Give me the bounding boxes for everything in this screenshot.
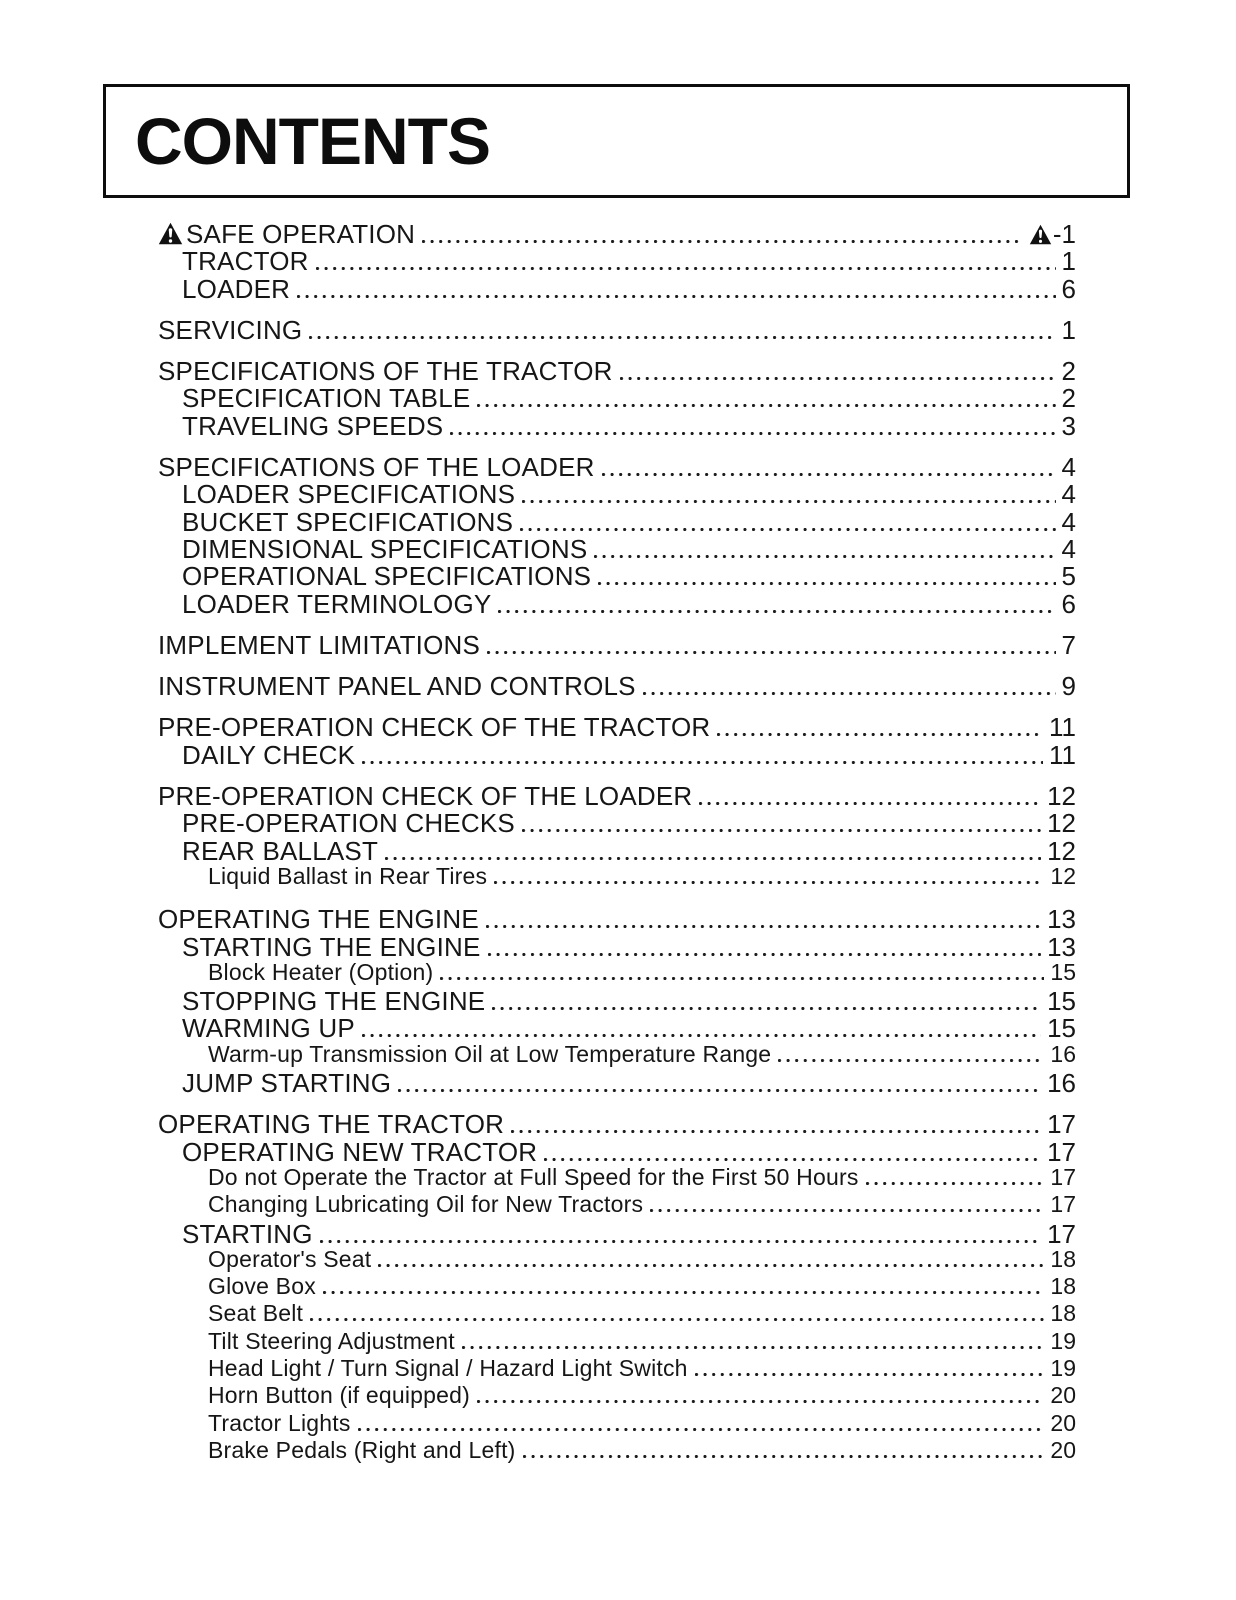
toc-entry-label: PRE-OPERATION CHECK OF THE TRACTOR — [158, 712, 711, 743]
dot-leader — [717, 733, 1043, 736]
toc-entry-label: BUCKET SPECIFICATIONS — [182, 506, 514, 537]
toc-entry — [158, 561, 1076, 592]
toc-entry-page-number: 20 — [1050, 1382, 1076, 1409]
toc-entry-label: WARMING UP — [182, 1013, 355, 1044]
toc-entry-label: REAR BALLAST — [182, 835, 379, 866]
toc-entry-page-number: 2 — [1061, 383, 1076, 414]
toc-entry-page-number: 6 — [1061, 273, 1076, 304]
toc-entry-page-number: 3 — [1061, 410, 1076, 441]
toc-entry-label: Brake Pedals (Right and Left) — [208, 1436, 516, 1463]
dot-leader — [297, 295, 1055, 298]
toc-entry — [158, 629, 1076, 660]
toc-entry — [158, 479, 1076, 510]
dot-leader — [522, 829, 1041, 832]
dot-leader — [477, 404, 1055, 407]
dot-leader — [778, 1059, 1044, 1062]
toc-entry-page-number: 4 — [1061, 452, 1076, 483]
toc-entry-page-number: 2 — [1061, 356, 1076, 387]
toc-entry-label: Seat Belt — [208, 1300, 304, 1327]
toc-entry-page — [1050, 1382, 1076, 1409]
toc-entry-page-number: 4 — [1061, 506, 1076, 537]
toc-entry-page-number: 19 — [1050, 1327, 1076, 1354]
toc-entry-label: TRAVELING SPEEDS — [182, 410, 444, 441]
toc-entry-page-number: 4 — [1061, 533, 1076, 564]
dot-leader — [440, 977, 1044, 980]
dot-leader — [378, 1264, 1044, 1267]
dot-leader — [699, 802, 1041, 805]
page-title: CONTENTS — [135, 104, 490, 178]
toc-entry — [158, 1136, 1076, 1167]
toc-entry — [158, 1273, 1076, 1300]
toc-entry — [158, 1041, 1076, 1068]
toc-entry-page — [1050, 959, 1076, 986]
toc-entry-page-number: 18 — [1050, 1245, 1076, 1272]
page-safety-alert-icon — [1029, 219, 1052, 250]
toc-entry — [158, 904, 1076, 935]
toc-entry — [158, 712, 1076, 743]
toc-entry-page — [1050, 863, 1076, 890]
toc-entry-page-number: 16 — [1047, 1068, 1076, 1099]
toc-entry-page — [1049, 740, 1076, 771]
toc-entry-label: Tractor Lights — [208, 1409, 351, 1436]
toc-entry-page-number: 13 — [1047, 904, 1076, 935]
toc-entry-page-number: 12 — [1047, 835, 1076, 866]
toc-entry-page-number: 1 — [1061, 246, 1076, 277]
toc-entry-page-number: 15 — [1050, 958, 1076, 985]
toc-entry-page-number: 6 — [1061, 588, 1076, 619]
toc-entry-label: INSTRUMENT PANEL AND CONTROLS — [158, 671, 636, 702]
toc-entry-label: Head Light / Turn Signal / Hazard Light Switch — [208, 1354, 688, 1381]
dot-leader — [422, 240, 1023, 243]
toc-entry — [158, 1191, 1076, 1218]
toc-entry-label: PRE-OPERATION CHECK OF THE LOADER — [158, 781, 693, 812]
toc-entry-label: SERVICING — [158, 314, 303, 345]
toc-entry-page-number: 17 — [1047, 1109, 1076, 1140]
toc-entry — [158, 1218, 1076, 1249]
dot-leader — [498, 610, 1055, 613]
toc-entry-page-number: 17 — [1050, 1163, 1076, 1190]
toc-entry-label: OPERATING NEW TRACTOR — [182, 1136, 538, 1167]
toc-entry-label: Glove Box — [208, 1273, 316, 1300]
toc-entry-page — [1050, 1300, 1076, 1327]
toc-entry-label: Changing Lubricating Oil for New Tractors — [208, 1191, 644, 1218]
toc-entry-label: SPECIFICATION TABLE — [182, 383, 471, 414]
dot-leader — [362, 1034, 1041, 1037]
toc-entry-label: SPECIFICATIONS OF THE TRACTOR — [158, 356, 613, 387]
toc-entry-page-number: 7 — [1061, 629, 1076, 660]
dot-leader — [385, 857, 1041, 860]
toc-entry-label: Tilt Steering Adjustment — [208, 1327, 455, 1354]
dot-leader — [520, 528, 1055, 531]
toc-entry-page — [1050, 1273, 1076, 1300]
toc-entry-label: STARTING THE ENGINE — [182, 931, 481, 962]
toc-entry — [158, 835, 1076, 866]
dot-leader — [488, 953, 1042, 956]
dot-leader — [544, 1158, 1041, 1161]
toc-entry — [158, 410, 1076, 441]
toc-entry — [158, 356, 1076, 387]
toc-entry — [158, 383, 1076, 414]
dot-leader — [462, 1346, 1045, 1349]
dot-leader — [323, 1291, 1045, 1294]
dot-leader — [486, 925, 1041, 928]
dot-leader — [492, 1007, 1041, 1010]
toc-entry-page-number: 19 — [1050, 1354, 1076, 1381]
dot-leader — [316, 267, 1056, 270]
contents-title-box — [103, 84, 1130, 198]
toc-entry-page-number: 11 — [1049, 712, 1076, 743]
toc-entry-page — [1062, 589, 1076, 620]
toc-entry-label: LOADER TERMINOLOGY — [182, 588, 492, 619]
toc-entry-page-number: 9 — [1061, 671, 1076, 702]
toc-entry-label: Operator's Seat — [208, 1245, 372, 1272]
toc-entry-page-number: 18 — [1050, 1273, 1076, 1300]
toc-entry-page-number: 15 — [1047, 1013, 1076, 1044]
toc-entry-page-number: 4 — [1061, 479, 1076, 510]
toc-entry-page-number: 17 — [1050, 1191, 1076, 1218]
toc-entry-label: Warm-up Transmission Oil at Low Temperature Range — [208, 1040, 772, 1067]
toc-entry-page-number: 16 — [1050, 1040, 1076, 1067]
toc-entry-label: Do not Operate the Tractor at Full Speed for the First 50 Hours — [208, 1163, 859, 1190]
toc-entry — [158, 1068, 1076, 1099]
toc-entry-page — [1050, 1355, 1076, 1382]
toc-entry-page-number: 12 — [1047, 808, 1076, 839]
toc-entry-label: PRE-OPERATION CHECKS — [182, 808, 515, 839]
toc-entry — [158, 1109, 1076, 1140]
toc-entry-page-number: 17 — [1047, 1136, 1076, 1167]
toc-entry-label: Liquid Ballast in Rear Tires — [208, 862, 488, 889]
toc-entry-label: SPECIFICATIONS OF THE LOADER — [158, 452, 595, 483]
toc-entry — [158, 219, 1076, 249]
toc-entry — [158, 931, 1076, 962]
toc-entry — [158, 808, 1076, 839]
toc-entry-label: JUMP STARTING — [182, 1068, 392, 1099]
toc-entry — [158, 273, 1076, 304]
toc-entry-page — [1062, 630, 1076, 661]
toc-entry-page-number: 11 — [1049, 739, 1076, 770]
toc-entry-label: LOADER — [182, 273, 291, 304]
dot-leader — [523, 1455, 1045, 1458]
dot-leader — [511, 1130, 1041, 1133]
toc-entry — [158, 863, 1076, 890]
toc-entry-label: STARTING — [182, 1218, 313, 1249]
dot-leader — [398, 1089, 1041, 1092]
dot-leader — [650, 1209, 1044, 1212]
toc-entry-page — [1047, 1068, 1076, 1099]
toc-entry — [158, 781, 1076, 812]
toc-entry-page — [1050, 1191, 1076, 1218]
toc-entry-label: OPERATING THE ENGINE — [158, 904, 479, 935]
toc-entry — [158, 1013, 1076, 1044]
dot-leader — [487, 651, 1056, 654]
dot-leader — [309, 336, 1055, 339]
toc-entry-label: TRACTOR — [182, 246, 309, 277]
toc-entry — [158, 1328, 1076, 1355]
toc-entry-page — [1050, 1328, 1076, 1355]
toc-entry-page-number: 1 — [1061, 314, 1076, 345]
toc-entry-label: LOADER SPECIFICATIONS — [182, 479, 516, 510]
toc-entry — [158, 1410, 1076, 1437]
toc-entry-page-number: 18 — [1050, 1300, 1076, 1327]
toc-entry-page-number: 20 — [1050, 1436, 1076, 1463]
toc-entry-label: DIMENSIONAL SPECIFICATIONS — [182, 533, 588, 564]
toc-entry-page — [1062, 411, 1076, 442]
toc-entry-page — [1050, 1164, 1076, 1191]
toc-entry-label: Horn Button (if equipped) — [208, 1382, 470, 1409]
toc-entry-label: DAILY CHECK — [182, 739, 356, 770]
toc-entry-page-number: 17 — [1047, 1218, 1076, 1249]
toc-entry — [158, 1164, 1076, 1191]
dot-leader — [866, 1182, 1045, 1185]
toc-entry-page-number: 12 — [1047, 781, 1076, 812]
toc-entry — [158, 588, 1076, 619]
toc-entry-page-number: -1 — [1052, 219, 1076, 249]
toc-list — [158, 219, 1076, 1464]
dot-leader — [594, 555, 1055, 558]
toc-entry-page-number: 13 — [1047, 931, 1076, 962]
toc-entry — [158, 1355, 1076, 1382]
dot-leader — [477, 1400, 1044, 1403]
toc-entry-label: SAFE OPERATION — [186, 219, 416, 249]
toc-entry — [158, 986, 1076, 1017]
toc-entry-page — [1050, 1437, 1076, 1464]
toc-entry-page — [1050, 1041, 1076, 1068]
toc-entry-page-number: 15 — [1047, 986, 1076, 1017]
toc-entry-label: STOPPING THE ENGINE — [182, 986, 486, 1017]
toc-entry — [158, 246, 1076, 277]
dot-leader — [620, 377, 1056, 380]
toc-entry-page — [1062, 315, 1076, 346]
toc-entry-page-number: 12 — [1050, 862, 1076, 889]
toc-entry-label: Block Heater (Option) — [208, 958, 434, 985]
dot-leader — [522, 500, 1055, 503]
toc-entry — [158, 506, 1076, 537]
toc-entry — [158, 452, 1076, 483]
dot-leader — [362, 761, 1043, 764]
toc-entry-page — [1062, 671, 1076, 702]
dot-leader — [320, 1240, 1041, 1243]
toc-entry-page — [1062, 274, 1076, 305]
dot-leader — [494, 881, 1044, 884]
toc-entry — [158, 314, 1076, 345]
toc-entry — [158, 671, 1076, 702]
dot-leader — [695, 1373, 1045, 1376]
toc-entry — [158, 1382, 1076, 1409]
toc-entry — [158, 739, 1076, 770]
safety-alert-icon — [158, 219, 183, 250]
toc-entry — [158, 533, 1076, 564]
dot-leader — [598, 582, 1055, 585]
toc-entry — [158, 959, 1076, 986]
dot-leader — [602, 473, 1056, 476]
dot-leader — [358, 1428, 1045, 1431]
toc-entry-page — [1050, 1246, 1076, 1273]
toc-entry-page-number: 20 — [1050, 1409, 1076, 1436]
toc-entry — [158, 1300, 1076, 1327]
toc-entry-page — [1050, 1410, 1076, 1437]
toc-entry-label: OPERATIONAL SPECIFICATIONS — [182, 561, 592, 592]
dot-leader — [310, 1318, 1044, 1321]
toc-entry — [158, 1246, 1076, 1273]
toc-entry-label: OPERATING THE TRACTOR — [158, 1109, 505, 1140]
toc-entry-label: IMPLEMENT LIMITATIONS — [158, 629, 481, 660]
toc-entry — [158, 1437, 1076, 1464]
toc-entry-page-number: 5 — [1061, 561, 1076, 592]
dot-leader — [643, 692, 1056, 695]
dot-leader — [450, 432, 1055, 435]
